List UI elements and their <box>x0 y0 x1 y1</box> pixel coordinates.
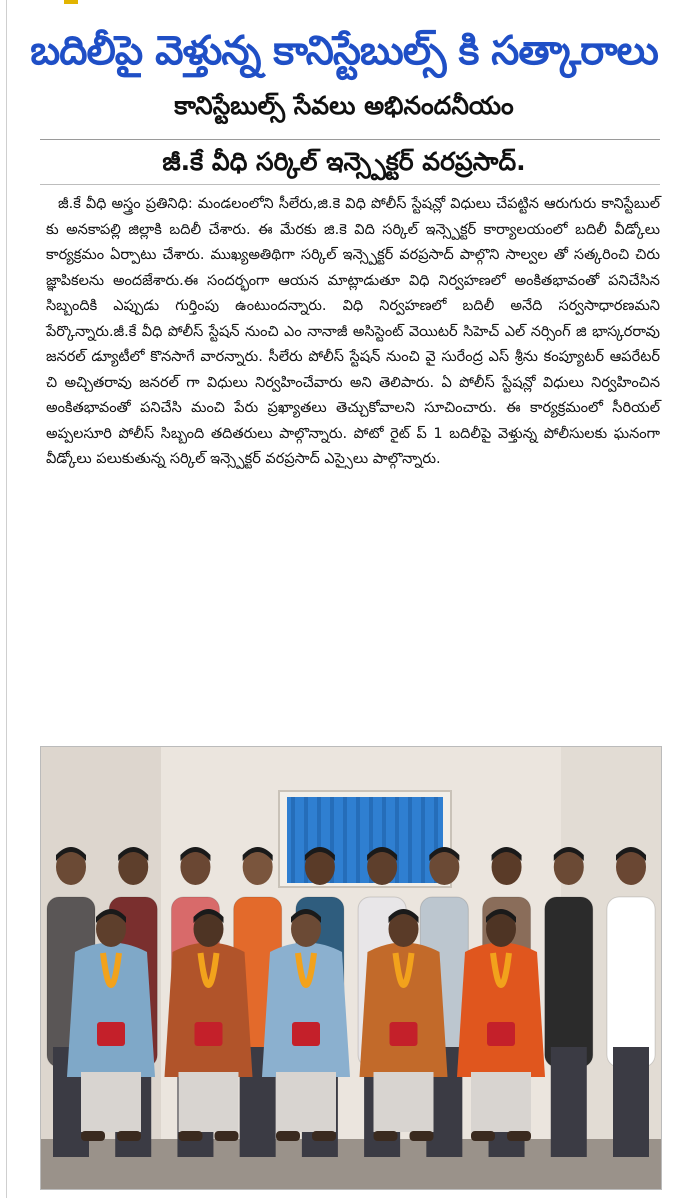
shawl <box>67 943 155 1078</box>
shawl <box>262 943 350 1078</box>
left-foot <box>276 1131 300 1141</box>
top-color-mark <box>64 0 78 4</box>
curtain-fold <box>356 797 360 883</box>
divider <box>40 139 660 140</box>
shawl <box>165 943 253 1078</box>
shawl <box>360 943 448 1078</box>
seated-legs <box>471 1072 531 1132</box>
gift-box <box>292 1022 320 1046</box>
group-photo <box>41 747 661 1189</box>
headline: బదిలీపై వెళ్తున్న కానిస్టేబుల్స్ కి సత్కారాలు <box>30 28 658 74</box>
person-torso <box>545 897 593 1067</box>
shawl <box>457 943 545 1078</box>
byline-quote: జీ.కే వీధి సర్కిల్ ఇన్స్పెక్టర్ వరప్రసాద్. <box>162 147 526 176</box>
gift-box <box>195 1022 223 1046</box>
person-legs <box>551 1047 587 1157</box>
subheadline: కానిస్టేబుల్స్ సేవలు అభినందనీయం <box>174 91 514 120</box>
seated-legs <box>81 1072 141 1132</box>
column-rule <box>6 0 7 1198</box>
gift-box <box>390 1022 418 1046</box>
seated-legs <box>374 1072 434 1132</box>
person-legs <box>613 1047 649 1157</box>
person-torso <box>607 897 655 1067</box>
divider <box>40 184 660 185</box>
curtain-fold <box>421 797 425 883</box>
left-foot <box>374 1131 398 1141</box>
right-foot <box>215 1131 239 1141</box>
curtain-fold <box>408 797 412 883</box>
article-photo <box>40 746 662 1190</box>
right-foot <box>507 1131 531 1141</box>
right-foot <box>410 1131 434 1141</box>
seated-legs <box>276 1072 336 1132</box>
seated-legs <box>179 1072 239 1132</box>
right-foot <box>312 1131 336 1141</box>
left-foot <box>471 1131 495 1141</box>
left-foot <box>81 1131 105 1141</box>
gift-box <box>97 1022 125 1046</box>
curtain-fold <box>291 797 295 883</box>
left-foot <box>179 1131 203 1141</box>
right-foot <box>117 1131 141 1141</box>
article-paragraph: జీ.కే వీధి అస్త్రం ప్రతినిధి: మండలంలోని సీలేరు,జి.కె విధి పోలీస్ స్టేషన్లో విధులు చేపట్టిన ఆరుగురు కానిస్టేబుల్ కు అనకాపల్లి జిల్లాకి బదిలీ చేశారు. ఈ మేరకు జి.కె విది సర్కిల్ ఇన్స్పెక్టర్ కార్యాలయంలో బదిలీ వీడ్కోలు కార్యక్రమం ఏర్పాటు చేశారు. ముఖ్యఅతిథిగా సర్కిల్ ఇన్స్పెక్టర్ వరప్రసాద్ పాల్గొని సాల్వల తో సత్కరించి చిరు జ్ఞాపికలను అందజేశారు.ఈ సందర్భంగా ఆయన మాట్లాడుతూ విధి నిర్వహణలో అంకితభావంతో పనిచేసిన సిబ్బందికి ఎప్పుడు గుర్తింపు ఉంటుందన్నారు. విధి నిర్వహణలో బదిలీ అనేది సర్వసాధారణమని పేర్కొన్నారు.జీ.కే వీధి పోలీస్ స్టేషన్ నుంచి ఎం నానాజీ అసిస్టెంట్ వెయిటర్ సిహెచ్ ఎల్ నర్సింగ్ జి భాస్కరరావు జనరల్ డ్యూటీలో కొనసాగే వారన్నారు. సీలేరు పోలీస్ స్టేషన్ నుంచి వై సురేంద్ర ఎస్ శ్రీను కంప్యూటర్ ఆపరేటర్ చి అచ్చితరావు జనరల్ గా విధులు నిర్వహించేవారు అని తెలిపారు. ఏ పోలీస్ స్టేషన్లో విధులు నిర్వహించిన అంకితభావంతో పనిచేసి మంచి పేరు ప్రఖ్యాతలు తెచ్చుకోవాలని సూచించారు. ఈ కార్యక్రమంలో సీరియల్ అప్పలసూరి పోలీస్ సిబ్బంది తదితరులు పాల్గొన్నారు. పోటో రైట్ ప్ 1 బదిలీపై వెళ్తున్న పోలీసులకు ఘనంగా వీడ్కోలు పలుకుతున్న సర్కిల్ ఇన్స్పెక్టర్ వరప్రసాద్ ఎస్సైలు పాల్గొన్నారు. <box>46 196 660 467</box>
curtain-fold <box>343 797 347 883</box>
article-body <box>46 192 660 473</box>
gift-box <box>487 1022 515 1046</box>
